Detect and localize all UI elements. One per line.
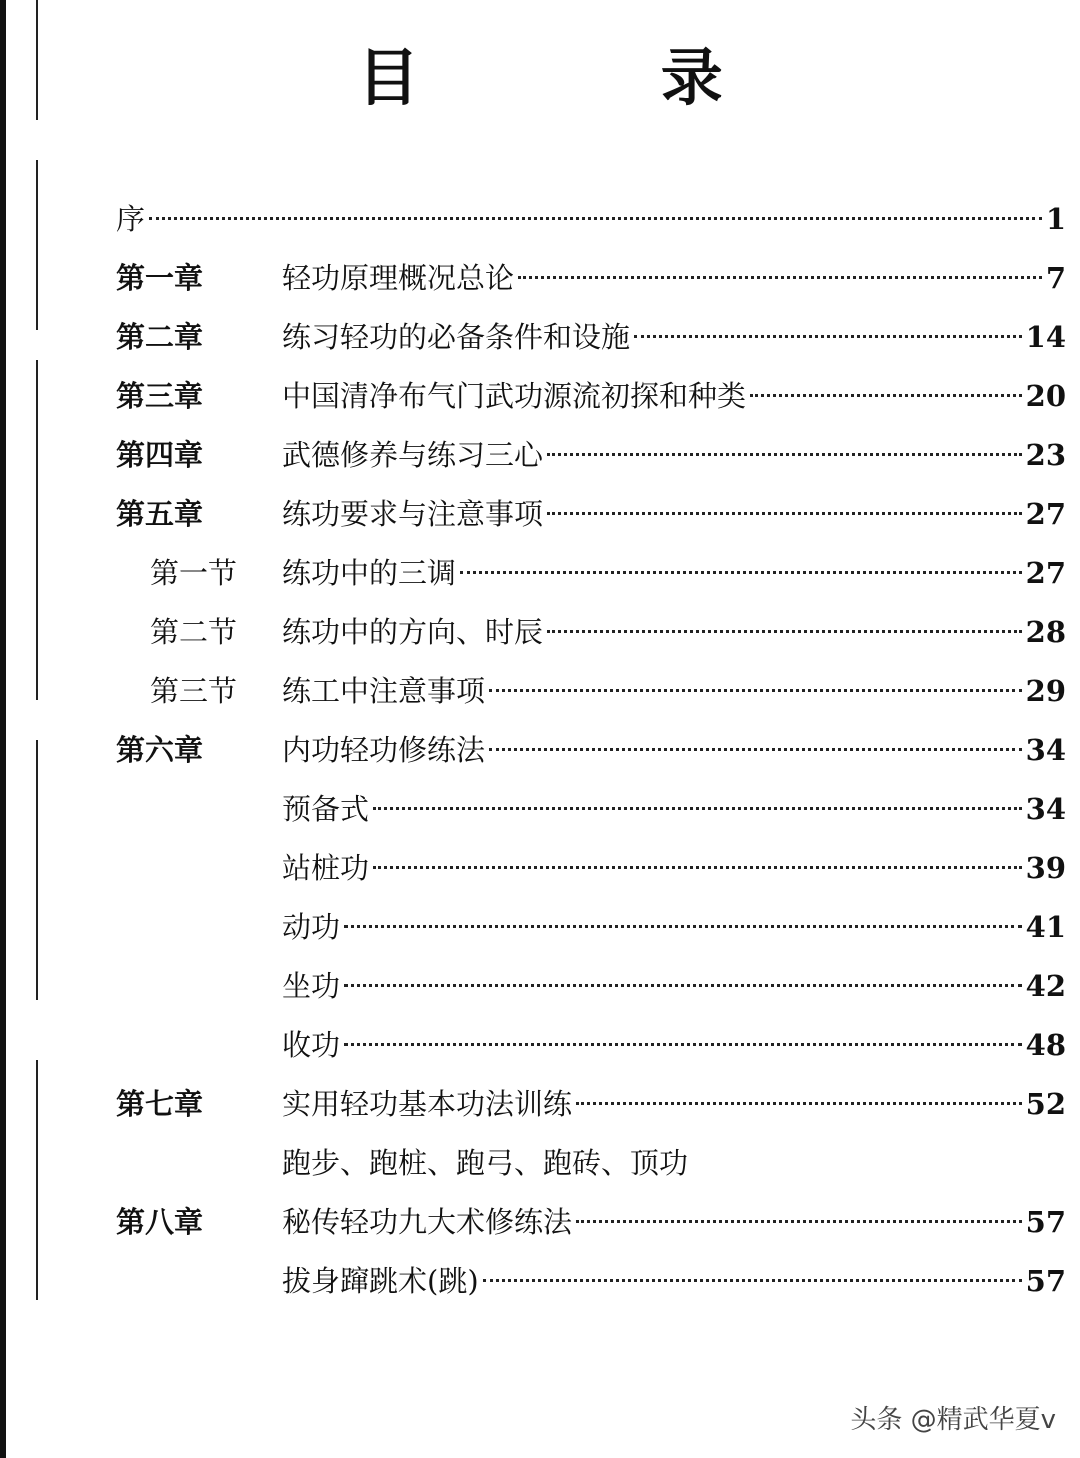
- toc-row[interactable]: [0, 784, 1080, 834]
- toc-row[interactable]: [0, 312, 1080, 362]
- toc-dot-leader: [547, 630, 1022, 633]
- toc-page-number: 7: [1045, 261, 1066, 295]
- toc-chapter-label: 第七章: [116, 1087, 204, 1121]
- toc-entry-title: 练功中的三调: [282, 556, 457, 590]
- toc-row[interactable]: [0, 961, 1080, 1011]
- toc-dot-leader: [547, 512, 1022, 515]
- toc-row[interactable]: [0, 548, 1080, 598]
- toc-dot-leader: [489, 748, 1022, 751]
- toc-dot-leader: [149, 217, 1042, 220]
- toc-chapter-label: 第四章: [116, 438, 204, 472]
- toc-row[interactable]: [0, 371, 1080, 421]
- toc-entry-title: 练工中注意事项: [282, 674, 486, 708]
- toc-chapter-label: 第二章: [116, 320, 204, 354]
- toc-row[interactable]: [0, 1256, 1080, 1306]
- toc-page-number: 34: [1025, 792, 1066, 826]
- toc-entry-title: 坐功: [282, 969, 341, 1003]
- toc-dot-leader: [518, 276, 1042, 279]
- toc-entry-title: 练功要求与注意事项: [282, 497, 544, 531]
- toc-chapter-label: 第五章: [116, 497, 204, 531]
- toc-row[interactable]: [0, 430, 1080, 480]
- toc-entry-title: 动功: [282, 910, 341, 944]
- toc-row[interactable]: [0, 1020, 1080, 1070]
- toc-page-number: 27: [1025, 556, 1066, 590]
- toc-entry-title: 拔身蹿跳术(跳): [282, 1264, 479, 1298]
- toc-section-label: 第二节: [150, 615, 238, 649]
- toc-dot-leader: [344, 984, 1022, 987]
- toc-dot-leader: [344, 1043, 1022, 1046]
- toc-page-number: 14: [1025, 320, 1066, 354]
- toc-page-number: 27: [1025, 497, 1066, 531]
- toc-page-number: 20: [1025, 379, 1066, 413]
- toc-row[interactable]: [0, 902, 1080, 952]
- toc-dot-leader: [576, 1220, 1022, 1223]
- watermark: 头条 @精武华夏v: [850, 1405, 1056, 1435]
- toc-row[interactable]: [0, 1079, 1080, 1129]
- toc-page-number: 41: [1025, 910, 1066, 944]
- toc-dot-leader: [373, 807, 1022, 810]
- toc-row[interactable]: [0, 725, 1080, 775]
- toc-entry-title: 练功中的方向、时辰: [282, 615, 544, 649]
- toc-dot-leader: [547, 453, 1022, 456]
- toc-page-number: 52: [1025, 1087, 1066, 1121]
- toc-row[interactable]: [0, 489, 1080, 539]
- toc-entry-title: 实用轻功基本功法训练: [282, 1087, 573, 1121]
- toc-entry-title: 序: [116, 202, 146, 236]
- toc-chapter-label: 第六章: [116, 733, 204, 767]
- page-title: 目 录: [357, 41, 833, 114]
- toc-page-number: 42: [1025, 969, 1066, 1003]
- toc-dot-leader: [576, 1102, 1022, 1105]
- toc-chapter-label: 第三章: [116, 379, 204, 413]
- toc-entry-title: 轻功原理概况总论: [282, 261, 515, 295]
- toc-row[interactable]: [0, 1138, 1080, 1188]
- toc-dot-leader: [634, 335, 1022, 338]
- toc-dot-leader: [750, 394, 1022, 397]
- toc-dot-leader: [483, 1279, 1022, 1282]
- toc-entry-title: 武德修养与练习三心: [282, 438, 544, 472]
- toc-dot-leader: [373, 866, 1022, 869]
- toc-entry-title: 收功: [282, 1028, 341, 1062]
- toc-page-number: 57: [1025, 1264, 1066, 1298]
- toc-row[interactable]: [0, 607, 1080, 657]
- toc-section-label: 第三节: [150, 674, 238, 708]
- toc-entry-title: 跑步、跑桩、跑弓、跑砖、顶功: [282, 1146, 689, 1180]
- toc-page-number: 57: [1025, 1205, 1066, 1239]
- toc-entry-title: 秘传轻功九大术修练法: [282, 1205, 573, 1239]
- toc-row[interactable]: [0, 1197, 1080, 1247]
- toc-section-label: 第一节: [150, 556, 238, 590]
- toc-page-number: 48: [1025, 1028, 1066, 1062]
- toc-chapter-label: 第八章: [116, 1205, 204, 1239]
- toc-row[interactable]: [0, 843, 1080, 893]
- toc-dot-leader: [489, 689, 1022, 692]
- toc-page-number: 28: [1025, 615, 1066, 649]
- toc-entry-title: 中国清净布气门武功源流初探和种类: [282, 379, 747, 413]
- toc-entry-title: 预备式: [282, 792, 370, 826]
- toc-chapter-label: 第一章: [116, 261, 204, 295]
- toc-entry-title: 站桩功: [282, 851, 370, 885]
- toc-entry-title: 练习轻功的必备条件和设施: [282, 320, 631, 354]
- toc-entry-title: 内功轻功修练法: [282, 733, 486, 767]
- toc-row[interactable]: [0, 253, 1080, 303]
- toc-row[interactable]: [0, 666, 1080, 716]
- toc-page-number: 23: [1025, 438, 1066, 472]
- toc-dot-leader: [344, 925, 1022, 928]
- toc-page-number: 29: [1025, 674, 1066, 708]
- toc-page-number: 34: [1025, 733, 1066, 767]
- toc-page-number: 1: [1045, 202, 1066, 236]
- toc-row[interactable]: [0, 194, 1080, 244]
- toc-page-number: 39: [1025, 851, 1066, 885]
- toc-dot-leader: [460, 571, 1022, 574]
